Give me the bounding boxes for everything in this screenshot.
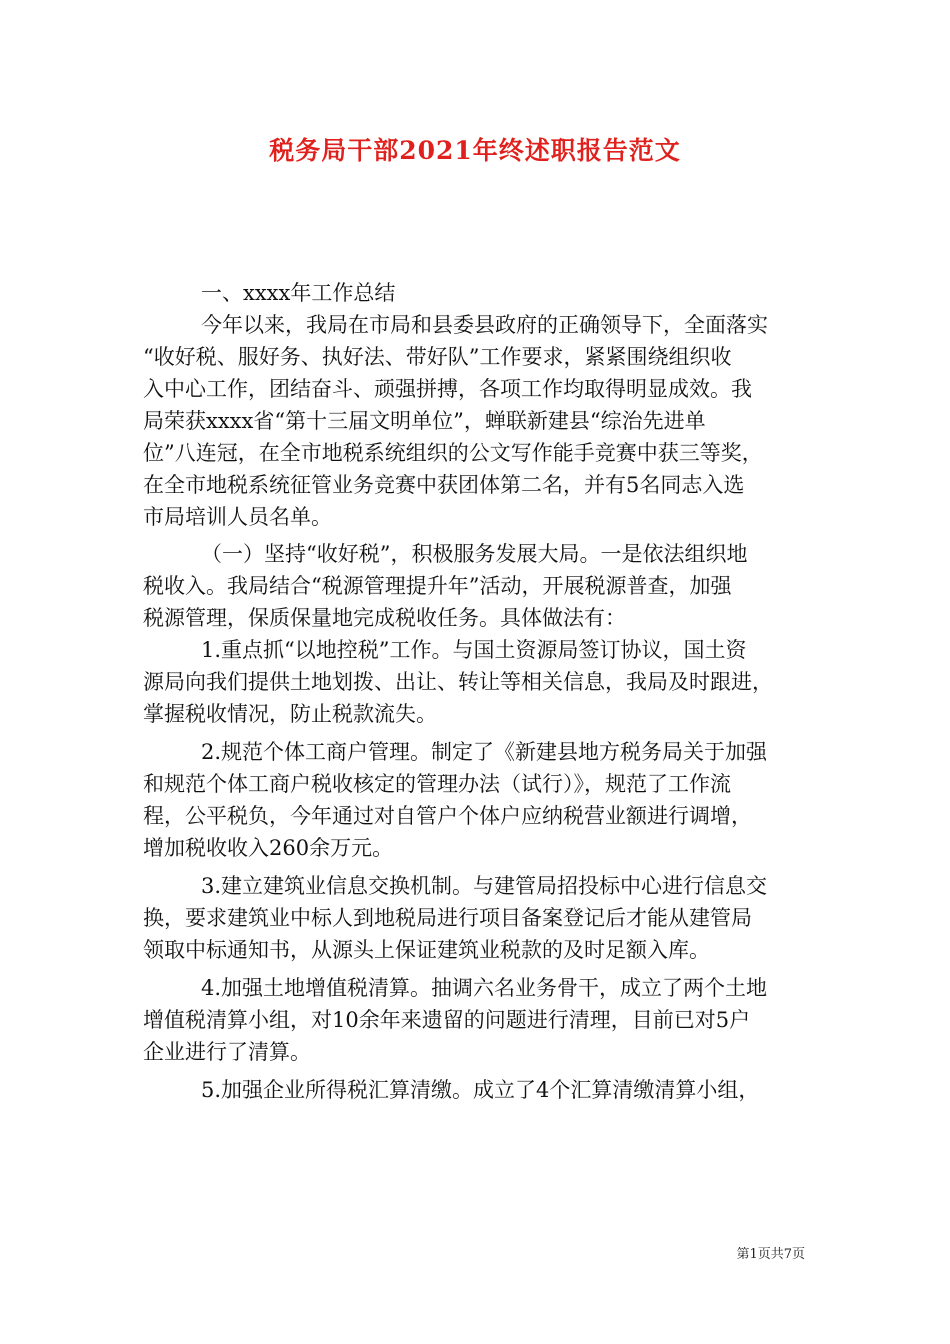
body-line: 税源管理，保质保量地完成税收任务。具体做法有： xyxy=(143,606,626,630)
body-line: 税收入。我局结合“税源管理提升年”活动，开展税源普查，加强 xyxy=(143,574,732,598)
body-line: 换，要求建筑业中标人到地税局进行项目备案登记后才能从建管局 xyxy=(143,906,752,930)
document-body xyxy=(143,277,827,1106)
body-line: 增加税收收入260余万元。 xyxy=(143,836,394,860)
body-line: 今年以来，我局在市局和县委县政府的正确领导下，全面落实 xyxy=(201,313,768,337)
body-line: 4.加强土地增值税清算。抽调六名业务骨干，成立了两个土地 xyxy=(201,976,768,1000)
body-line: 1.重点抓“以地控税”工作。与国土资源局签订协议，国土资 xyxy=(201,638,747,662)
body-line: （一）坚持“收好税”，积极服务发展大局。一是依法组织地 xyxy=(201,542,748,566)
body-line: 入中心工作，团结奋斗、顽强拼搏，各项工作均取得明显成效。我 xyxy=(143,377,752,401)
body-line: 领取中标通知书，从源头上保证建筑业税款的及时足额入库。 xyxy=(143,938,710,962)
body-line: 掌握税收情况，防止税款流失。 xyxy=(143,702,437,726)
body-line: 局荣获xxxx省“第十三届文明单位”，蝉联新建县“综治先进单 xyxy=(143,409,706,433)
body-line: 程，公平税负，今年通过对自管户个体户应纳税营业额进行调增， xyxy=(143,804,752,828)
section-heading: 一、xxxx年工作总结 xyxy=(201,281,396,305)
document-title: 税务局干部2021年终述职报告范文 xyxy=(269,136,681,165)
body-line: 在全市地税系统征管业务竞赛中获团体第二名，并有5名同志入选 xyxy=(143,473,745,497)
body-line: 源局向我们提供土地划拨、出让、转让等相关信息，我局及时跟进， xyxy=(143,670,773,694)
body-line: 5.加强企业所得税汇算清缴。成立了4个汇算清缴清算小组， xyxy=(201,1078,760,1102)
body-line: 市局培训人员名单。 xyxy=(143,505,332,529)
body-line: 和规范个体工商户税收核定的管理办法（试行）》，规范了工作流 xyxy=(143,772,731,796)
body-line: 3.建立建筑业信息交换机制。与建管局招投标中心进行信息交 xyxy=(201,874,768,898)
body-line: 企业进行了清算。 xyxy=(143,1040,311,1064)
body-line: 2.规范个体工商户管理。制定了《新建县地方税务局关于加强 xyxy=(201,740,768,764)
page-number: 第1页共7页 xyxy=(736,1247,805,1262)
body-line: “收好税、服好务、执好法、带好队”工作要求，紧紧围绕组织收 xyxy=(143,345,732,369)
body-line: 增值税清算小组，对10余年来遗留的问题进行清理，目前已对5户 xyxy=(143,1008,751,1032)
body-line: 位”八连冠，在全市地税系统组织的公文写作能手竞赛中获三等奖， xyxy=(143,441,763,465)
